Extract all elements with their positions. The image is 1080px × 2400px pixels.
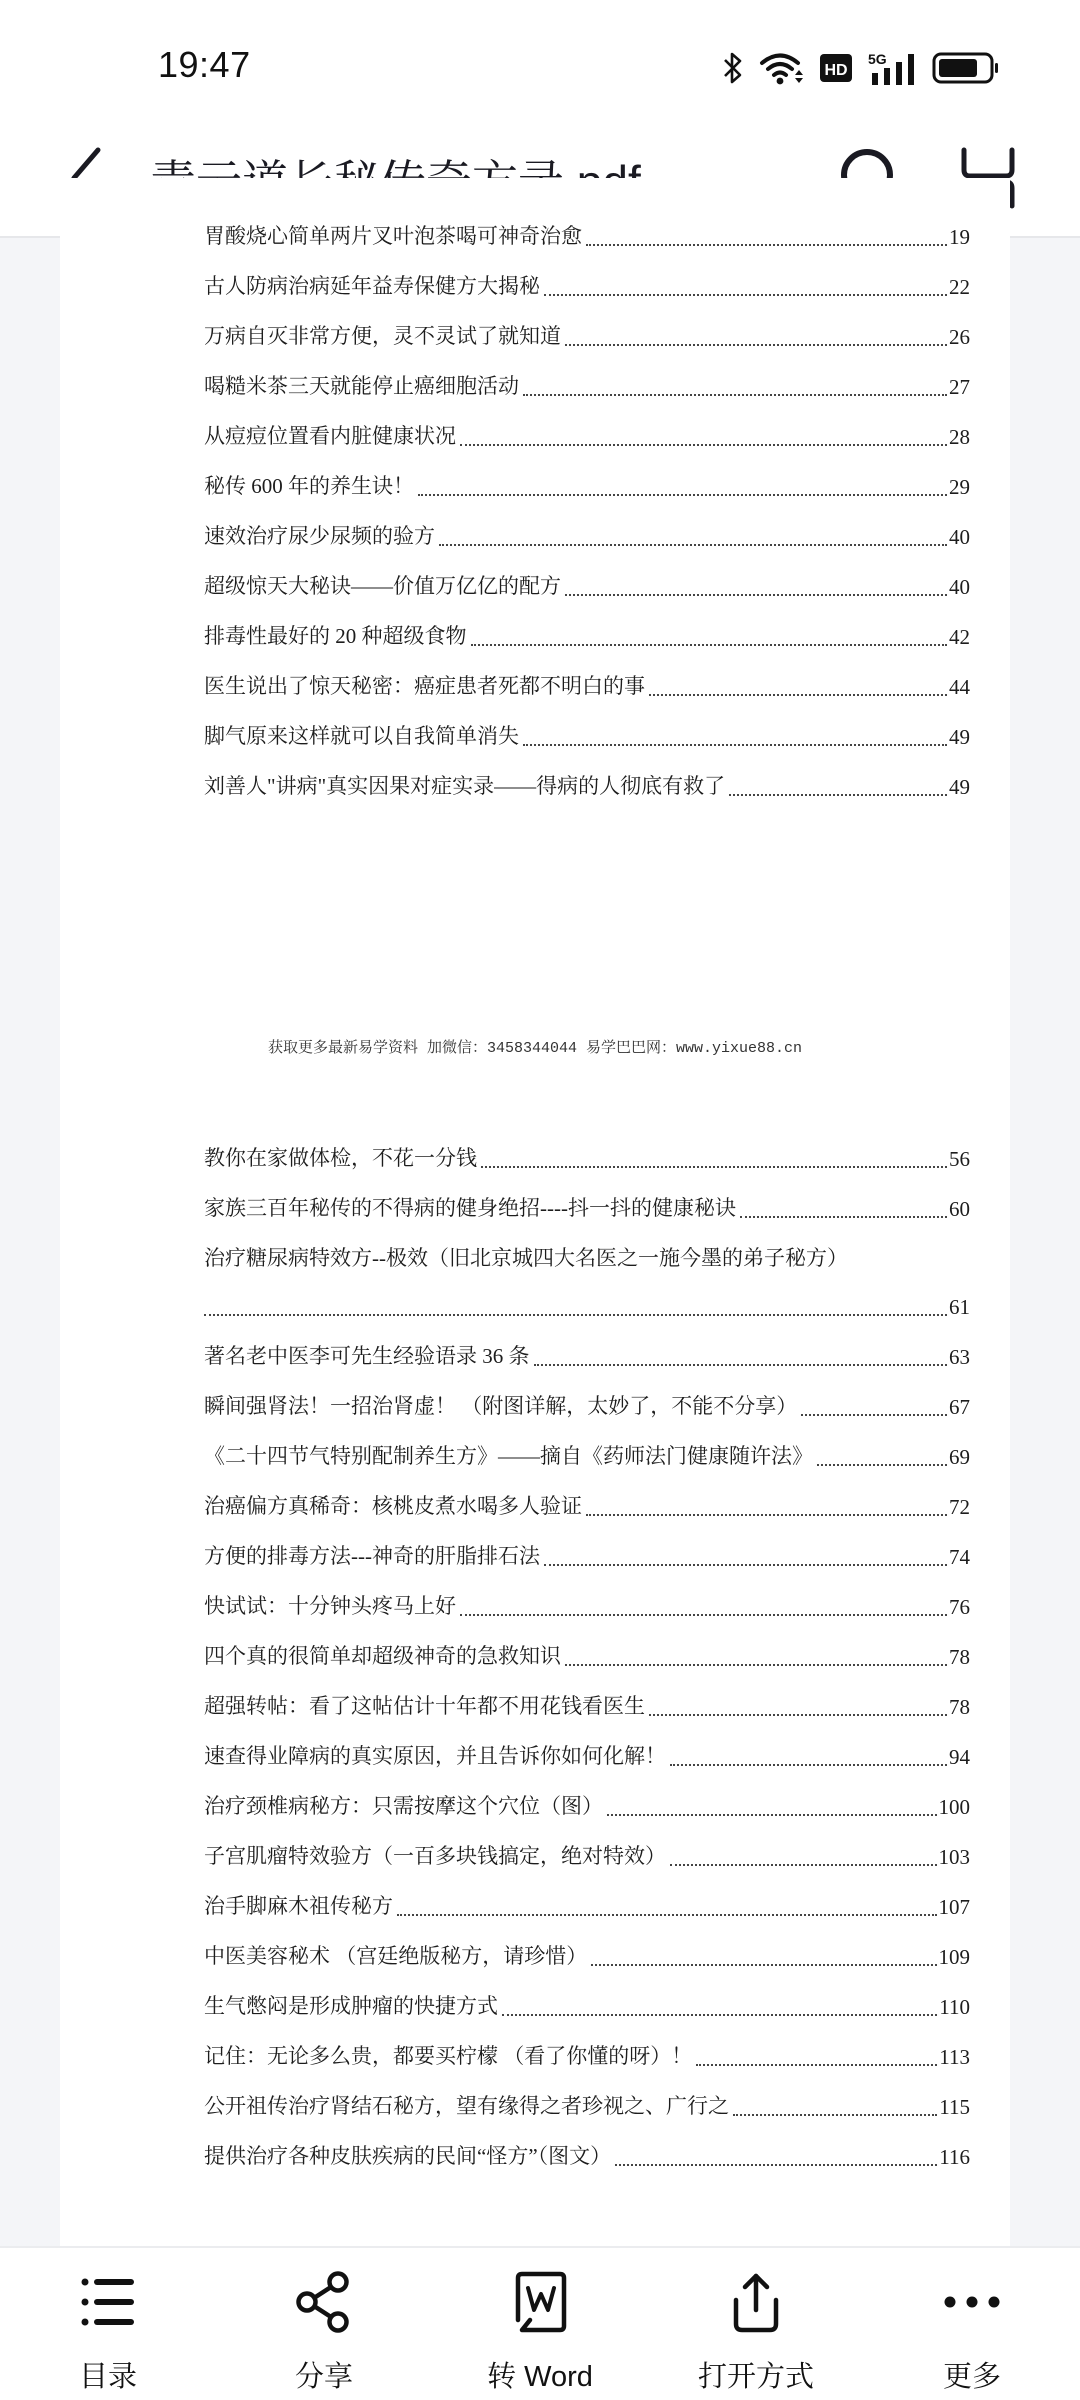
leader-dots [523, 744, 947, 746]
share-icon [292, 2270, 356, 2334]
toc-entry[interactable]: 瞬间强肾法！一招治肾虚！ （附图详解，太妙了，不能不分享） 67 [204, 1394, 970, 1419]
toc-entry[interactable]: 提供治疗各种皮肤疾病的民间“怪方”（图文） 116 [204, 2144, 970, 2169]
convert-to-word-button[interactable] [462, 2248, 618, 2400]
leader-dots [544, 294, 947, 296]
leader-dots [460, 444, 947, 446]
bottom-toolbar [0, 2246, 1080, 2400]
leader-dots [439, 544, 947, 546]
toc-entry[interactable]: 脚气原来这样就可以自我简单消失 49 [204, 724, 970, 749]
toc-entry[interactable]: 公开祖传治疗肾结石秘方，望有缘得之者珍视之、广行之 115 [204, 2094, 970, 2119]
pdf-page [60, 1028, 1010, 2328]
toc-entry[interactable]: 快试试：十分钟头疼马上好 76 [204, 1594, 970, 1619]
svg-text:5G: 5G [868, 51, 887, 67]
toc-entry[interactable]: 家族三百年秘传的不得病的健身绝招----抖一抖的健康秘诀 60 [204, 1196, 970, 1221]
toc-entry-title-line[interactable]: 治疗糖尿病特效方--极效（旧北京城四大名医之一施今墨的弟子秘方） [204, 1246, 848, 1270]
toc-entry[interactable]: 胃酸烧心简单两片叉叶泡茶喝可神奇治愈 19 [204, 224, 970, 249]
toc-entry[interactable]: 中医美容秘术 （宫廷绝版秘方，请珍惜） 109 [204, 1944, 970, 1969]
leader-dots [607, 1814, 937, 1816]
toc-entry[interactable]: 超级惊天大秘诀——价值万亿亿的配方 40 [204, 574, 970, 599]
toc-entry[interactable]: 治疗颈椎病秘方：只需按摩这个穴位（图） 100 [204, 1794, 970, 1819]
battery-icon [932, 51, 1000, 85]
status-bar [0, 0, 1080, 120]
leader-dots [544, 1564, 947, 1566]
toc-entry[interactable]: 从痘痘位置看内脏健康状况 28 [204, 424, 970, 449]
leader-dots [729, 794, 947, 796]
toc-entry-continuation[interactable]: 61 [204, 1286, 970, 1320]
leader-dots [586, 244, 947, 246]
hd-icon [820, 53, 852, 83]
leader-dots [740, 1216, 947, 1218]
leader-dots [733, 2114, 937, 2116]
leader-dots [801, 1414, 947, 1416]
svg-text:HD: HD [824, 62, 848, 79]
leader-dots [565, 344, 947, 346]
wifi-icon [760, 51, 804, 85]
toc-entry[interactable]: 四个真的很简单却超级神奇的急救知识 78 [204, 1644, 970, 1669]
leader-dots [670, 1864, 937, 1866]
toc-entry[interactable]: 喝糙米茶三天就能停止癌细胞活动 27 [204, 374, 970, 399]
leader-dots [696, 2064, 937, 2066]
toc-entry[interactable]: 治手脚麻木祖传秘方 107 [204, 1894, 970, 1919]
toc-entry[interactable]: 《二十四节气特别配制养生方》——摘自《药师法门健康随许法》 69 [204, 1444, 970, 1469]
toc-entry[interactable]: 教你在家做体检，不花一分钱 56 [204, 1146, 970, 1171]
toc-entry[interactable]: 速效治疗尿少尿频的验方 40 [204, 524, 970, 549]
leader-dots [534, 1364, 948, 1366]
leader-dots [565, 594, 947, 596]
toc-entry[interactable]: 生气憋闷是形成肿瘤的快捷方式 110 [204, 1994, 970, 2019]
toc-entry[interactable]: 方便的排毒方法---神奇的肝脂排石法 74 [204, 1544, 970, 1569]
toc-entry[interactable]: 速查得业障病的真实原因，并且告诉你如何化解！ 94 [204, 1744, 970, 1769]
leader-dots [649, 1714, 947, 1716]
share-button[interactable] [246, 2248, 402, 2400]
leader-dots [591, 1964, 936, 1966]
bluetooth-icon [722, 51, 744, 85]
leader-dots [397, 1914, 937, 1916]
toc-entry[interactable]: 刘善人"讲病"真实因果对症实录——得病的人彻底有救了 49 [204, 774, 970, 799]
toc-entry[interactable]: 排毒性最好的 20 种超级食物 42 [204, 624, 970, 649]
toc-entry[interactable]: 超强转帖：看了这帖估计十年都不用花钱看医生 78 [204, 1694, 970, 1719]
word-convert-icon [508, 2270, 572, 2334]
open-with-label: 打开方式 [697, 2361, 814, 2393]
toc-entry[interactable]: 治癌偏方真稀奇：核桃皮煮水喝多人验证 72 [204, 1494, 970, 1519]
leader-dots [481, 1166, 947, 1168]
toc-entry[interactable]: 医生说出了惊天秘密：癌症患者死都不明白的事 44 [204, 674, 970, 699]
leader-dots [586, 1514, 947, 1516]
page-watermark: 获取更多最新易学资料 加微信：3458344044 易学巴巴网：www.yixue88.cn [267, 1040, 803, 1057]
toc-entry[interactable]: 记住：无论多么贵，都要买柠檬 （看了你懂的呀）！ 113 [204, 2044, 970, 2069]
leader-dots [817, 1464, 947, 1466]
5g-signal-icon [868, 51, 916, 85]
toc-entry[interactable]: 子宫肌瘤特效验方（一百多块钱搞定，绝对特效） 103 [204, 1844, 970, 1869]
leader-dots [565, 1664, 947, 1666]
toc-button[interactable] [30, 2248, 186, 2400]
status-time: 19:47 [158, 44, 251, 85]
leader-dots [502, 2014, 937, 2016]
toc-entry[interactable]: 著名老中医李可先生经验语录 36 条 63 [204, 1344, 970, 1369]
leader-dots [670, 1764, 947, 1766]
leader-dots [460, 1614, 947, 1616]
more-button[interactable] [894, 2248, 1050, 2400]
leader-dots [471, 644, 948, 646]
leader-dots [523, 394, 947, 396]
more-icon [940, 2270, 1004, 2334]
share-button-label: 分享 [294, 2361, 353, 2393]
convert-to-word-label: 转 Word [487, 2361, 593, 2393]
leader-dots [649, 694, 947, 696]
open-with-icon [724, 2270, 788, 2334]
leader-dots [204, 1314, 947, 1316]
open-with-button[interactable] [678, 2248, 834, 2400]
toc-entry[interactable]: 秘传 600 年的养生诀！ 29 [204, 474, 970, 499]
toc-button-label: 目录 [78, 2361, 137, 2393]
status-icons [722, 48, 1000, 88]
leader-dots [615, 2164, 937, 2166]
list-icon [76, 2270, 140, 2334]
toc-entry[interactable]: 万病自灭非常方便，灵不灵试了就知道 26 [204, 324, 970, 349]
toc-entry[interactable]: 古人防病治病延年益寿保健方大揭秘 22 [204, 274, 970, 299]
leader-dots [418, 494, 947, 496]
pdf-viewer[interactable] [0, 224, 1080, 2246]
more-button-label: 更多 [942, 2361, 1001, 2393]
